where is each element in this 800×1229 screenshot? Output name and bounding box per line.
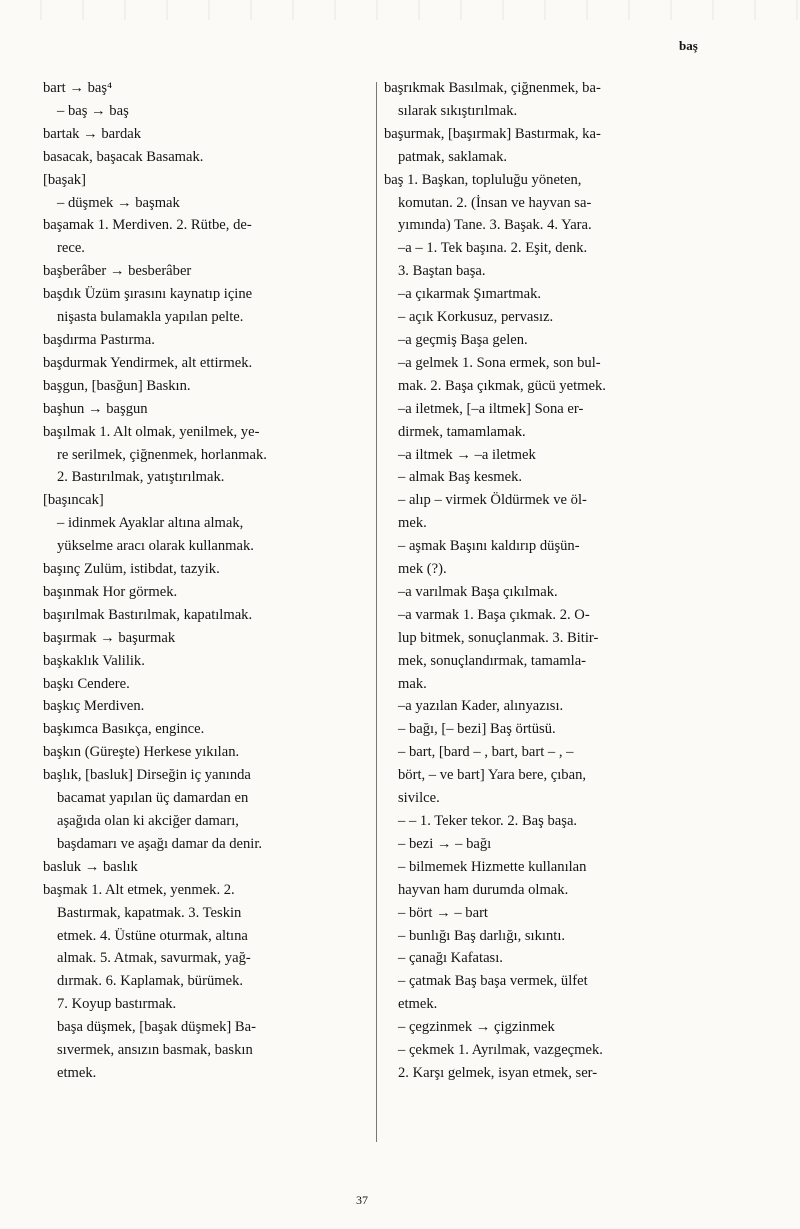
entry-line: – alıp – virmek Öldürmek ve öl- — [398, 492, 587, 509]
entry-line: Bastırmak, kapatmak. 3. Teskin — [57, 904, 242, 921]
running-head: baş — [679, 38, 698, 53]
entry-line: –a varmak 1. Başa çıkmak. 2. O- — [398, 606, 590, 623]
entry-line: dirmek, tamamlamak. — [398, 423, 526, 440]
entry-line: aşağıda olan ki akciğer damarı, — [57, 813, 239, 829]
entry-line: komutan. 2. (İnsan ve hayvan sa- — [398, 194, 592, 211]
entry-line: – bunlığı Baş darlığı, sıkıntı. — [398, 927, 566, 944]
entry-line: başkımca Basıkça, engince. — [43, 721, 205, 738]
entry-line: başamak 1. Merdiven. 2. Rütbe, de- — [43, 217, 252, 234]
entry-line: etmek. — [57, 1064, 97, 1081]
entry-line: – bezi → – bağı — [398, 835, 492, 852]
entry-line: – açık Korkusuz, pervasız. — [398, 309, 554, 326]
entry-line: [başak] — [43, 171, 86, 188]
entry-line: basacak, başacak Basamak. — [43, 148, 204, 165]
entry-line: sivilce. — [398, 790, 440, 807]
entry-line: başberâber → besberâber — [43, 263, 192, 280]
entry-line: 2. Bastırılmak, yatıştırılmak. — [57, 469, 225, 486]
entry-line: başınç Zulüm, istibdat, tazyik. — [43, 561, 220, 578]
entry-line: başdırma Pastırma. — [43, 331, 155, 348]
entry-line: mek. — [398, 515, 427, 532]
entry-line: bört, – ve bart] Yara bere, çıban, — [398, 767, 587, 784]
entry-line: başdamarı ve aşağı damar da denir. — [57, 835, 263, 852]
entry-line: rece. — [57, 240, 85, 257]
entry-line: nişasta bulamakla yapılan pelte. — [57, 309, 244, 326]
entry-line: –a yazılan Kader, alınyazısı. — [398, 698, 564, 715]
entry-line: lup bitmek, sonuçlanmak. 3. Bitir- — [398, 629, 599, 646]
entry-line: – almak Baş kesmek. — [398, 469, 523, 486]
entry-line: başkıç Merdiven. — [43, 698, 145, 715]
entry-line: –a – 1. Tek başına. 2. Eşit, denk. — [398, 240, 588, 257]
entry-line: mek (?). — [398, 561, 447, 578]
entry-line: 2. Karşı gelmek, isyan etmek, ser- — [398, 1064, 598, 1081]
entry-line: – çekmek 1. Ayrılmak, vazgeçmek. — [398, 1042, 603, 1059]
entry-line: – bart, [bard – , bart, bart – , – — [398, 744, 574, 761]
entry-line: başdık Üzüm şırasını kaynatıp içine — [43, 286, 253, 303]
entry-line: 7. Koyup bastırmak. — [57, 996, 177, 1013]
entry-line: mek, sonuçlandırmak, tamamla- — [398, 652, 587, 669]
right-column — [384, 77, 715, 1085]
entry-line: – baş → baş — [57, 102, 129, 119]
entry-line: almak. 5. Atmak, savurmak, yağ- — [57, 950, 251, 967]
column-divider — [376, 82, 377, 1142]
entry-line: – çegzinmek → çigzinmek — [398, 1019, 555, 1036]
entry-line: başmak 1. Alt etmek, yenmek. 2. — [43, 881, 235, 898]
entry-line: başırılmak Bastırılmak, kapatılmak. — [43, 606, 253, 623]
entry-line: – bağı, [– bezi] Baş örtüsü. — [398, 721, 556, 738]
entry-line: – bilmemek Hizmette kullanılan — [398, 858, 587, 875]
entry-line: yımında) Tane. 3. Başak. 4. Yara. — [398, 217, 592, 234]
entry-line: başhun → başgun — [43, 400, 148, 417]
entry-line: – bört → – bart — [398, 904, 488, 921]
entry-line: basluk → baslık — [43, 858, 138, 875]
entry-line: – idinmek Ayaklar altına almak, — [57, 515, 244, 532]
entry-line: – aşmak Başını kaldırıp düşün- — [398, 538, 580, 555]
entry-line: 3. Baştan başa. — [398, 263, 486, 280]
entry-line: sılarak sıkıştırılmak. — [398, 102, 518, 119]
entry-line: bartak → bardak — [43, 125, 142, 142]
scan-top-edge — [0, 0, 800, 20]
entry-line: – çatmak Baş başa vermek, ülfet — [398, 973, 588, 990]
entry-line: etmek. — [398, 996, 438, 1013]
entry-line: başınmak Hor görmek. — [43, 583, 178, 600]
entry-line: başgun, [basğun] Baskın. — [43, 377, 191, 394]
page-number: 37 — [356, 1193, 368, 1207]
entry-line: başkaklık Valilik. — [43, 652, 145, 669]
entry-line: yükselme aracı olarak kullanmak. — [57, 538, 254, 555]
entry-line: – düşmek → başmak — [57, 194, 180, 211]
left-column — [43, 77, 375, 1085]
entry-line: –a varılmak Başa çıkılmak. — [398, 583, 558, 600]
entry-line: mak. — [398, 675, 427, 692]
entry-line: re serilmek, çiğnenmek, horlanmak. — [57, 446, 267, 463]
entry-line: – çanağı Kafatası. — [398, 950, 503, 967]
entry-line: başkı Cendere. — [43, 675, 130, 692]
entry-line: hayvan ham durumda olmak. — [398, 881, 569, 898]
entry-line: bart → baş⁴ — [43, 80, 113, 96]
entry-line: –a iletmek, [–a iltmek] Sona er- — [398, 400, 584, 417]
entry-line: –a iltmek → –a iletmek — [398, 446, 536, 463]
entry-line: baş 1. Başkan, topluluğu yöneten, — [384, 171, 582, 188]
entry-line: başılmak 1. Alt olmak, yenilmek, ye- — [43, 423, 260, 440]
entry-line: –a gelmek 1. Sona ermek, son bul- — [398, 354, 601, 371]
entry-line: dırmak. 6. Kaplamak, bürümek. — [57, 973, 244, 990]
entry-line: başa düşmek, [başak düşmek] Ba- — [57, 1019, 256, 1036]
entry-line: başrıkmak Basılmak, çiğnenmek, ba- — [384, 80, 601, 96]
entry-line: başırmak → başurmak — [43, 629, 176, 646]
entry-line: başkın (Güreşte) Herkese yıkılan. — [43, 744, 240, 761]
entry-line: patmak, saklamak. — [398, 148, 508, 165]
entry-line: etmek. 4. Üstüne oturmak, altına — [57, 927, 248, 944]
entry-line: [başıncak] — [43, 492, 104, 509]
entry-line: bacamat yapılan üç damardan en — [57, 790, 249, 807]
entry-line: –a geçmiş Başa gelen. — [398, 331, 528, 348]
entry-line: mak. 2. Başa çıkmak, gücü yetmek. — [398, 377, 606, 394]
entry-line: başurmak, [başırmak] Bastırmak, ka- — [384, 125, 601, 142]
entry-line: başdurmak Yendirmek, alt ettirmek. — [43, 354, 253, 371]
entry-line: başlık, [basluk] Dirseğin iç yanında — [43, 767, 251, 784]
entry-line: – – 1. Teker tekor. 2. Baş başa. — [398, 813, 578, 829]
entry-line: sıvermek, ansızın basmak, baskın — [57, 1042, 253, 1059]
entry-line: –a çıkarmak Şımartmak. — [398, 286, 542, 303]
